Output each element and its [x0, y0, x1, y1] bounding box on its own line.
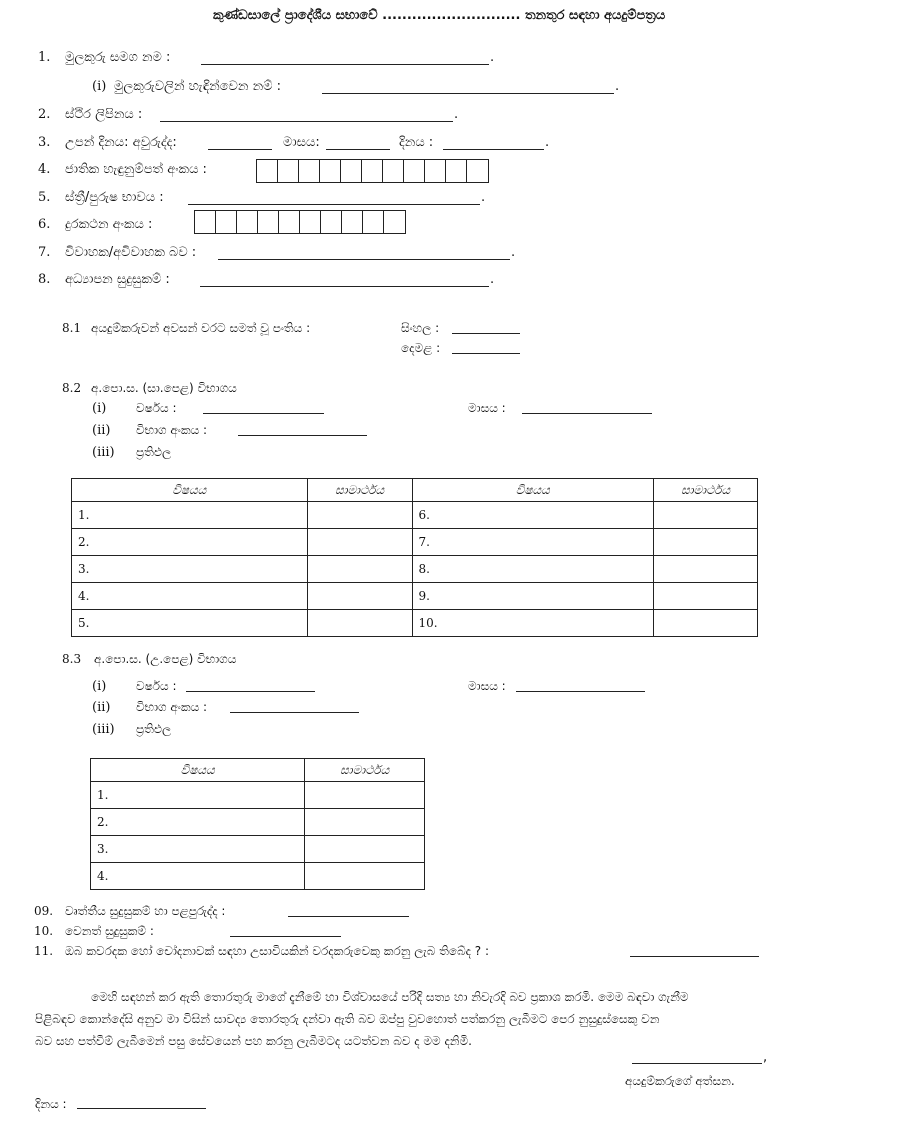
- table-row: [91, 782, 425, 809]
- grade-cell[interactable]: [654, 556, 758, 583]
- subject-cell[interactable]: 4.: [72, 583, 308, 610]
- section-8-2-number: 8.2: [62, 381, 82, 395]
- item-5-number: 5.: [38, 190, 51, 205]
- signature-field[interactable]: [632, 1063, 762, 1064]
- page-title: කුණ්ඩසාලේ ප්‍රාදේශීය සභාවේ ............................ තනතුර සඳහා අයදුම්පත්‍රය: [213, 8, 666, 23]
- education-label: අධ්‍යාපන සුදුසුකම් :: [65, 272, 170, 287]
- item-1a-number: (i): [92, 79, 107, 94]
- full-name-label: මුලකුරු සමග නම :: [65, 50, 171, 65]
- date-field[interactable]: [77, 1108, 206, 1109]
- item-7-number: 7.: [38, 245, 51, 260]
- table-header: විෂයය: [412, 479, 654, 502]
- dob-day-field[interactable]: [443, 149, 544, 150]
- signature-label: අයදුම්කරුගේ අත්සන.: [625, 1074, 735, 1088]
- item-2-number: 2.: [38, 107, 51, 122]
- subject-cell[interactable]: 2.: [91, 809, 305, 836]
- ol-month-label: මාසය :: [468, 401, 506, 415]
- court-conviction-field[interactable]: [630, 956, 759, 957]
- grade-cell[interactable]: [307, 502, 412, 529]
- subject-cell[interactable]: 10.: [412, 610, 654, 637]
- item-6-number: 6.: [38, 217, 51, 232]
- initials-name-label: මුලකුරුවලින් හැඳින්වෙන නම් :: [114, 79, 281, 94]
- declaration-line-2: පිළිබඳව කොන්දේසි අනුව මා විසින් සාවද්‍ය තොරතුරු දන්වා ඇති බව ඔප්පු වුවහොත් පත්කරනු ලැබීමට පෙර නුසුදුස්සෙකු වන: [35, 1012, 660, 1026]
- subject-cell[interactable]: 7.: [412, 529, 654, 556]
- grade-cell[interactable]: [654, 583, 758, 610]
- address-label: ස්ථිර ලිපිනය :: [65, 107, 143, 122]
- ol-year-field[interactable]: [203, 413, 324, 414]
- item-11-number: 11.: [34, 944, 54, 958]
- section-8-1-label: අයදුම්කරුවන් අවසන් වරට සමත් වූ පංතිය :: [91, 321, 311, 335]
- tamil-grade-label: දෙමළ :: [401, 341, 441, 355]
- al-month-label: මාසය :: [468, 679, 506, 693]
- phone-label: දුරකථන අංකය :: [65, 217, 153, 232]
- sinhala-grade-label: සිංහල :: [401, 321, 440, 335]
- subject-cell[interactable]: 3.: [91, 836, 305, 863]
- subject-cell[interactable]: 4.: [91, 863, 305, 890]
- table-row: [91, 836, 425, 863]
- grade-cell[interactable]: [305, 782, 425, 809]
- subject-cell[interactable]: 3.: [72, 556, 308, 583]
- item-3-number: 3.: [38, 135, 51, 150]
- nic-number-boxes[interactable]: [256, 159, 489, 183]
- table-row: [91, 863, 425, 890]
- grade-cell[interactable]: [654, 610, 758, 637]
- ol-results-number: (iii): [92, 445, 115, 460]
- al-index-field[interactable]: [230, 712, 359, 713]
- grade-cell[interactable]: [305, 836, 425, 863]
- gender-field[interactable]: [188, 204, 480, 205]
- al-year-label: වර්ෂය :: [136, 679, 177, 693]
- ol-index-label: විභාග අංකය :: [136, 423, 208, 437]
- subject-cell[interactable]: 5.: [72, 610, 308, 637]
- table-header: සාමාර්ථය: [305, 759, 425, 782]
- declaration-line-3: බව සහ පත්වීම් ලැබීමෙන් පසු සේවයෙන් පහ කරනු ලැබීමටද යටත්වන බව ද මම දනිමි.: [35, 1034, 472, 1048]
- other-qualifications-field[interactable]: [230, 936, 341, 937]
- education-field[interactable]: [200, 286, 489, 287]
- grade-cell[interactable]: [307, 583, 412, 610]
- table-header: විෂයය: [91, 759, 305, 782]
- ol-month-field[interactable]: [522, 413, 652, 414]
- section-8-1-number: 8.1: [62, 321, 82, 335]
- section-8-3-number: 8.3: [62, 652, 82, 666]
- dob-year-field[interactable]: [208, 149, 272, 150]
- ol-year-number: (i): [92, 401, 107, 416]
- dob-month-field[interactable]: [326, 149, 390, 150]
- subject-cell[interactable]: 8.: [412, 556, 654, 583]
- grade-cell[interactable]: [307, 556, 412, 583]
- dob-month-label: මාසය:: [283, 135, 320, 150]
- table-row: [72, 556, 758, 583]
- marital-status-label: විවාහක/අවිවාහක බව :: [65, 245, 197, 260]
- grade-cell[interactable]: [654, 529, 758, 556]
- table-row: [72, 583, 758, 610]
- section-8-3-label: අ.පො.ස. (උ.පෙළ) විභාගය: [94, 652, 237, 666]
- item-9-number: 09.: [34, 904, 54, 918]
- item-1-number: 1.: [38, 50, 51, 65]
- dob-day-label: දිනය :: [399, 135, 434, 150]
- phone-number-boxes[interactable]: [194, 210, 406, 234]
- date-label: දිනය :: [35, 1097, 67, 1111]
- marital-status-field[interactable]: [218, 259, 510, 260]
- section-8-2-label: අ.පො.ස. (සා.පෙළ) විභාගය: [91, 381, 237, 395]
- al-index-number: (ii): [92, 700, 111, 715]
- subject-cell[interactable]: 9.: [412, 583, 654, 610]
- professional-qualifications-field[interactable]: [288, 916, 409, 917]
- subject-cell[interactable]: 2.: [72, 529, 308, 556]
- address-field[interactable]: [160, 121, 453, 122]
- subject-cell[interactable]: 1.: [72, 502, 308, 529]
- table-row: [72, 502, 758, 529]
- full-name-field[interactable]: [201, 64, 489, 65]
- gender-label: ස්ත්‍රී/පුරුෂ භාවය :: [65, 190, 164, 205]
- al-year-number: (i): [92, 679, 107, 694]
- nic-label: ජාතික හැඳුනුම්පත් අංකය :: [65, 162, 207, 177]
- subject-cell[interactable]: 6.: [412, 502, 654, 529]
- court-conviction-label: ඔබ කවරදක හෝ චෝදනාවක් සඳහා උසාවියකින් වරදකරුවෙකු කරනු ලැබ තිබේද ? :: [65, 944, 490, 958]
- table-header: විෂයය: [72, 479, 308, 502]
- initials-name-field[interactable]: [322, 93, 614, 94]
- grade-cell[interactable]: [654, 502, 758, 529]
- ol-results-table: [71, 478, 758, 637]
- tamil-grade-field[interactable]: [452, 353, 520, 354]
- other-qualifications-label: වෙනත් සුදුසුකම් :: [65, 924, 154, 938]
- al-results-label: ප්‍රතිඵල: [136, 722, 172, 736]
- item-8-number: 8.: [38, 272, 51, 287]
- declaration-line-1: මෙහි සඳහන් කර ඇති තොරතුරු මාගේ දැනීමේ හා විශ්වාසයේ පරිදි සත්‍ය හා නිවැරදි බව ප්‍රකාශ කරමි. මෙම බඳවා ගැනීම: [91, 990, 689, 1004]
- grade-cell[interactable]: [305, 863, 425, 890]
- table-header: සාමාර්ථය: [307, 479, 412, 502]
- table-row: [91, 809, 425, 836]
- al-year-field[interactable]: [186, 691, 315, 692]
- item-4-number: 4.: [38, 162, 51, 177]
- al-month-field[interactable]: [516, 691, 645, 692]
- subject-cell[interactable]: 1.: [91, 782, 305, 809]
- item-10-number: 10.: [34, 924, 54, 938]
- al-results-number: (iii): [92, 722, 115, 737]
- professional-qualifications-label: වෘත්තීය සුදුසුකම් හා පළපුරුද්ද :: [65, 904, 226, 918]
- ol-year-label: වර්ෂය :: [136, 401, 177, 415]
- al-index-label: විභාග අංකය :: [136, 700, 208, 714]
- ol-index-number: (ii): [92, 423, 111, 438]
- ol-index-field[interactable]: [238, 435, 367, 436]
- grade-cell[interactable]: [307, 610, 412, 637]
- table-header: සාමාර්ථය: [654, 479, 758, 502]
- dob-year-label: උපන් දිනය: අවුරුද්ද:: [65, 135, 177, 150]
- grade-cell[interactable]: [307, 529, 412, 556]
- grade-cell[interactable]: [305, 809, 425, 836]
- sinhala-grade-field[interactable]: [452, 333, 520, 334]
- table-row: [72, 610, 758, 637]
- ol-results-label: ප්‍රතිඵල: [136, 445, 172, 459]
- al-results-table: [90, 758, 425, 890]
- table-row: [72, 529, 758, 556]
